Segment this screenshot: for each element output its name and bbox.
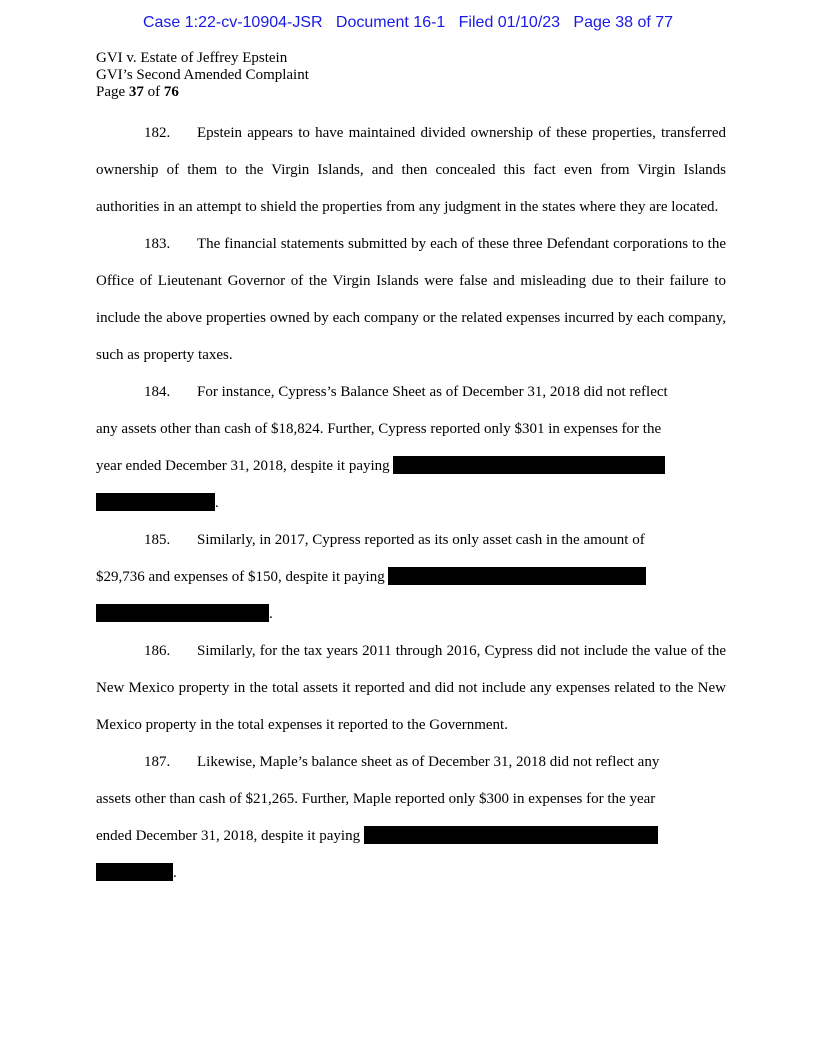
paragraph-line: year ended December 31, 2018, despite it paying bbox=[96, 448, 726, 485]
paragraph-line: ended December 31, 2018, despite it paying bbox=[96, 818, 726, 855]
document-caption bbox=[96, 50, 309, 101]
redaction-block bbox=[96, 863, 173, 881]
caption-page-current: 37 bbox=[128, 84, 144, 100]
caption-page-line bbox=[96, 84, 309, 101]
paragraph-line: $29,736 and expenses of $150, despite it paying bbox=[96, 559, 726, 596]
document-body bbox=[96, 115, 726, 892]
paragraph-187 bbox=[96, 744, 726, 892]
caption-page-word: Page bbox=[96, 84, 126, 100]
redaction-block bbox=[96, 493, 215, 511]
paragraph-number: 187. bbox=[144, 754, 171, 770]
caption-case-title: GVI v. Estate of Jeffrey Epstein bbox=[96, 50, 288, 66]
paragraph-line: . bbox=[96, 596, 726, 633]
ecf-document-number: Document 16-1 bbox=[335, 14, 446, 31]
redaction-block bbox=[364, 826, 658, 844]
paragraph-line: any assets other than cash of $18,824. Further, Cypress reported only $301 in expenses for the bbox=[96, 421, 662, 437]
paragraph-185 bbox=[96, 522, 726, 633]
ecf-case-number: Case 1:22-cv-10904-JSR bbox=[142, 14, 323, 31]
ecf-filing-header bbox=[0, 14, 816, 32]
paragraph-186 bbox=[96, 633, 726, 744]
paragraph-number: 184. bbox=[144, 384, 171, 400]
paragraph-number: 183. bbox=[144, 236, 171, 252]
paragraph-182 bbox=[96, 115, 726, 226]
paragraph-line: . bbox=[96, 855, 726, 892]
paragraph-text: The financial statements submitted by each of these three Defendant corporations to the Office of Lieutenant Governor of the Virgin Islands were false and misleading due to their failure to include the above properties owned by each company or the related expenses incurred by each company, such as property taxes. bbox=[96, 236, 726, 363]
redaction-block bbox=[388, 567, 646, 585]
paragraph-text: Similarly, for the tax years 2011 through 2016, Cypress did not include the value of the New Mexico property in the total assets it reported and did not include any expenses related to the New Mexico property in the total expenses it reported to the Government. bbox=[96, 643, 726, 733]
ecf-filed-date: Filed 01/10/23 bbox=[458, 14, 561, 31]
paragraph-line: 187. Likewise, Maple’s balance sheet as of December 31, 2018 did not reflect any bbox=[96, 744, 726, 781]
paragraph-line: 184. For instance, Cypress’s Balance Sheet as of December 31, 2018 did not reflect bbox=[96, 374, 726, 411]
paragraph-183 bbox=[96, 226, 726, 374]
caption-of-word: of bbox=[147, 84, 161, 100]
paragraph-line: assets other than cash of $21,265. Further, Maple reported only $300 in expenses for the year bbox=[96, 791, 656, 807]
ecf-page-number: Page 38 of 77 bbox=[573, 14, 674, 31]
caption-page-total: 76 bbox=[163, 84, 179, 100]
paragraph-number: 182. bbox=[144, 125, 171, 141]
paragraph-184 bbox=[96, 374, 726, 522]
paragraph-line: . bbox=[96, 485, 726, 522]
paragraph-line: 185. Similarly, in 2017, Cypress reported as its only asset cash in the amount of bbox=[96, 522, 726, 559]
caption-document-title: GVI’s Second Amended Complaint bbox=[96, 67, 309, 83]
redaction-block bbox=[393, 456, 665, 474]
paragraph-number: 186. bbox=[144, 643, 171, 659]
paragraph-number: 185. bbox=[144, 532, 171, 548]
paragraph-text: Epstein appears to have maintained divided ownership of these properties, transferred ownership of them to the Virgin Islands, and then concealed this fact even from Virgin Islands authorities in an attempt to shield the properties from any judgment in the states where they are located. bbox=[96, 125, 726, 215]
redaction-block bbox=[96, 604, 269, 622]
